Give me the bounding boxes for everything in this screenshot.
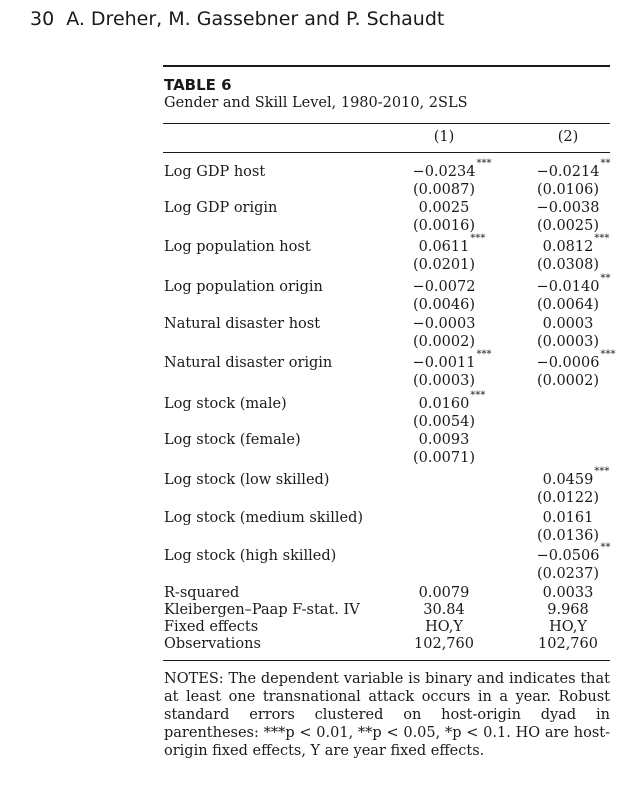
se-col2 xyxy=(510,414,626,431)
coefficient-value: 0.0611 *** xyxy=(418,233,486,255)
coefficient-value: 0.0003 xyxy=(542,316,594,332)
se-col1 xyxy=(386,528,502,545)
stat-col1: 30.84 xyxy=(423,602,465,618)
significance-stars: ** xyxy=(600,273,611,284)
coef-col2 xyxy=(510,466,626,489)
coefficient-value: −0.0214 ** xyxy=(536,158,611,180)
table-notes: NOTES: The dependent variable is binary and indicates that at least one transnational attack occurs in a year. Robust standard errors clustered on host-origin dyad in parentheses: ***p < 0.01, **p < 0.05, *p < 0.1. HO are host-origin fixed effects, Y are year fixed effects. xyxy=(164,671,610,759)
coefficient-value: 0.0161 xyxy=(542,510,594,526)
table-top-rule xyxy=(163,65,610,67)
row-label: Log stock (low skilled) xyxy=(164,472,330,488)
stat-col2: 0.0033 xyxy=(542,585,594,601)
se-col1: (0.0087) xyxy=(412,182,476,198)
significance-stars: *** xyxy=(470,390,486,401)
significance-stars: *** xyxy=(594,233,610,244)
coefficient-value: −0.0003 xyxy=(412,316,476,332)
row-label: Log stock (female) xyxy=(164,432,301,448)
coefficient-value: −0.0234 *** xyxy=(412,158,492,180)
coef-col2 xyxy=(510,200,626,217)
coef-col1 xyxy=(386,200,502,217)
se-col2: (0.0106) xyxy=(536,182,600,198)
stat-label: Fixed effects xyxy=(164,619,259,635)
stat-label: Observations xyxy=(164,636,261,652)
coef-col2 xyxy=(510,432,626,449)
row-label: Natural disaster origin xyxy=(164,355,333,371)
row-label: Natural disaster host xyxy=(164,316,321,332)
stat-col1: 102,760 xyxy=(414,636,474,652)
coef-col2 xyxy=(510,542,626,565)
table-title: Gender and Skill Level, 1980-2010, 2SLS xyxy=(164,95,468,111)
significance-stars: *** xyxy=(476,158,492,169)
significance-stars: *** xyxy=(476,349,492,360)
column-header-2: (2) xyxy=(557,129,579,145)
row-label: Log stock (high skilled) xyxy=(164,548,337,564)
stat-col2: HO,Y xyxy=(549,619,587,635)
column-header-1: (1) xyxy=(433,129,455,145)
significance-stars: *** xyxy=(600,349,616,360)
coefficient-value: 0.0025 xyxy=(418,200,470,216)
stat-col2: 9.968 xyxy=(547,602,589,618)
row-label: Log GDP origin xyxy=(164,200,278,216)
coef-col1 xyxy=(386,548,502,565)
coef-col2 xyxy=(510,510,626,527)
significance-stars: ** xyxy=(600,542,611,553)
coefficient-value: −0.0506 ** xyxy=(536,542,611,564)
coefficient-value: −0.0006 *** xyxy=(536,349,616,371)
se-col1: (0.0054) xyxy=(412,414,476,430)
column-header-rule xyxy=(163,152,610,153)
stat-label: R-squared xyxy=(164,585,240,601)
stat-col1: HO,Y xyxy=(425,619,463,635)
coef-col1 xyxy=(386,158,502,181)
se-col1 xyxy=(386,490,502,507)
page-header xyxy=(30,8,444,30)
se-col2: (0.0122) xyxy=(536,490,600,506)
coef-col2 xyxy=(510,349,626,372)
header-rule xyxy=(163,123,610,124)
table-label: TABLE 6 xyxy=(164,76,232,94)
se-col2: (0.0003) xyxy=(536,334,600,350)
table-bottom-rule xyxy=(163,660,610,661)
coefficient-value: 0.0093 xyxy=(418,432,470,448)
row-label: Log population host xyxy=(164,239,311,255)
se-col2: (0.0064) xyxy=(536,297,600,313)
coef-col2 xyxy=(510,233,626,256)
row-label: Log population origin xyxy=(164,279,323,295)
coef-col1 xyxy=(386,472,502,489)
stat-col1: 0.0079 xyxy=(418,585,470,601)
coefficient-value: −0.0011 *** xyxy=(412,349,492,371)
se-col2 xyxy=(510,450,626,467)
significance-stars: *** xyxy=(470,233,486,244)
se-col2: (0.0025) xyxy=(536,218,600,234)
coef-col1 xyxy=(386,316,502,333)
coef-col1 xyxy=(386,510,502,527)
coef-col1 xyxy=(386,390,502,413)
se-col2: (0.0308) xyxy=(536,257,600,273)
row-label: Log GDP host xyxy=(164,164,266,180)
se-col1: (0.0071) xyxy=(412,450,476,466)
se-col1: (0.0201) xyxy=(412,257,476,273)
se-col2: (0.0237) xyxy=(536,566,600,582)
coefficient-value: 0.0459 *** xyxy=(542,466,610,488)
se-col1 xyxy=(386,566,502,583)
significance-stars: ** xyxy=(600,158,611,169)
se-col2: (0.0002) xyxy=(536,373,600,389)
se-col1: (0.0002) xyxy=(412,334,476,350)
se-col1: (0.0016) xyxy=(412,218,476,234)
coef-col2 xyxy=(510,273,626,296)
significance-stars: *** xyxy=(594,466,610,477)
coef-col1 xyxy=(386,432,502,449)
coef-col2 xyxy=(510,396,626,413)
stat-col2: 102,760 xyxy=(538,636,598,652)
row-label: Log stock (male) xyxy=(164,396,287,412)
running-authors: A. Dreher, M. Gassebner and P. Schaudt xyxy=(66,8,445,30)
se-col2: (0.0136) xyxy=(536,528,600,544)
coefficient-value: −0.0072 xyxy=(412,279,476,295)
coefficient-value: 0.0812 *** xyxy=(542,233,610,255)
page-number: 30 xyxy=(30,8,55,30)
stat-label: Kleibergen–Paap F-stat. IV xyxy=(164,602,360,618)
coefficient-value: 0.0160 *** xyxy=(418,390,486,412)
coefficient-value: −0.0038 xyxy=(536,200,600,216)
coef-col1 xyxy=(386,279,502,296)
coef-col1 xyxy=(386,349,502,372)
coef-col2 xyxy=(510,158,626,181)
coef-col1 xyxy=(386,233,502,256)
row-label: Log stock (medium skilled) xyxy=(164,510,364,526)
coef-col2 xyxy=(510,316,626,333)
coefficient-value: −0.0140 ** xyxy=(536,273,611,295)
se-col1: (0.0046) xyxy=(412,297,476,313)
se-col1: (0.0003) xyxy=(412,373,476,389)
